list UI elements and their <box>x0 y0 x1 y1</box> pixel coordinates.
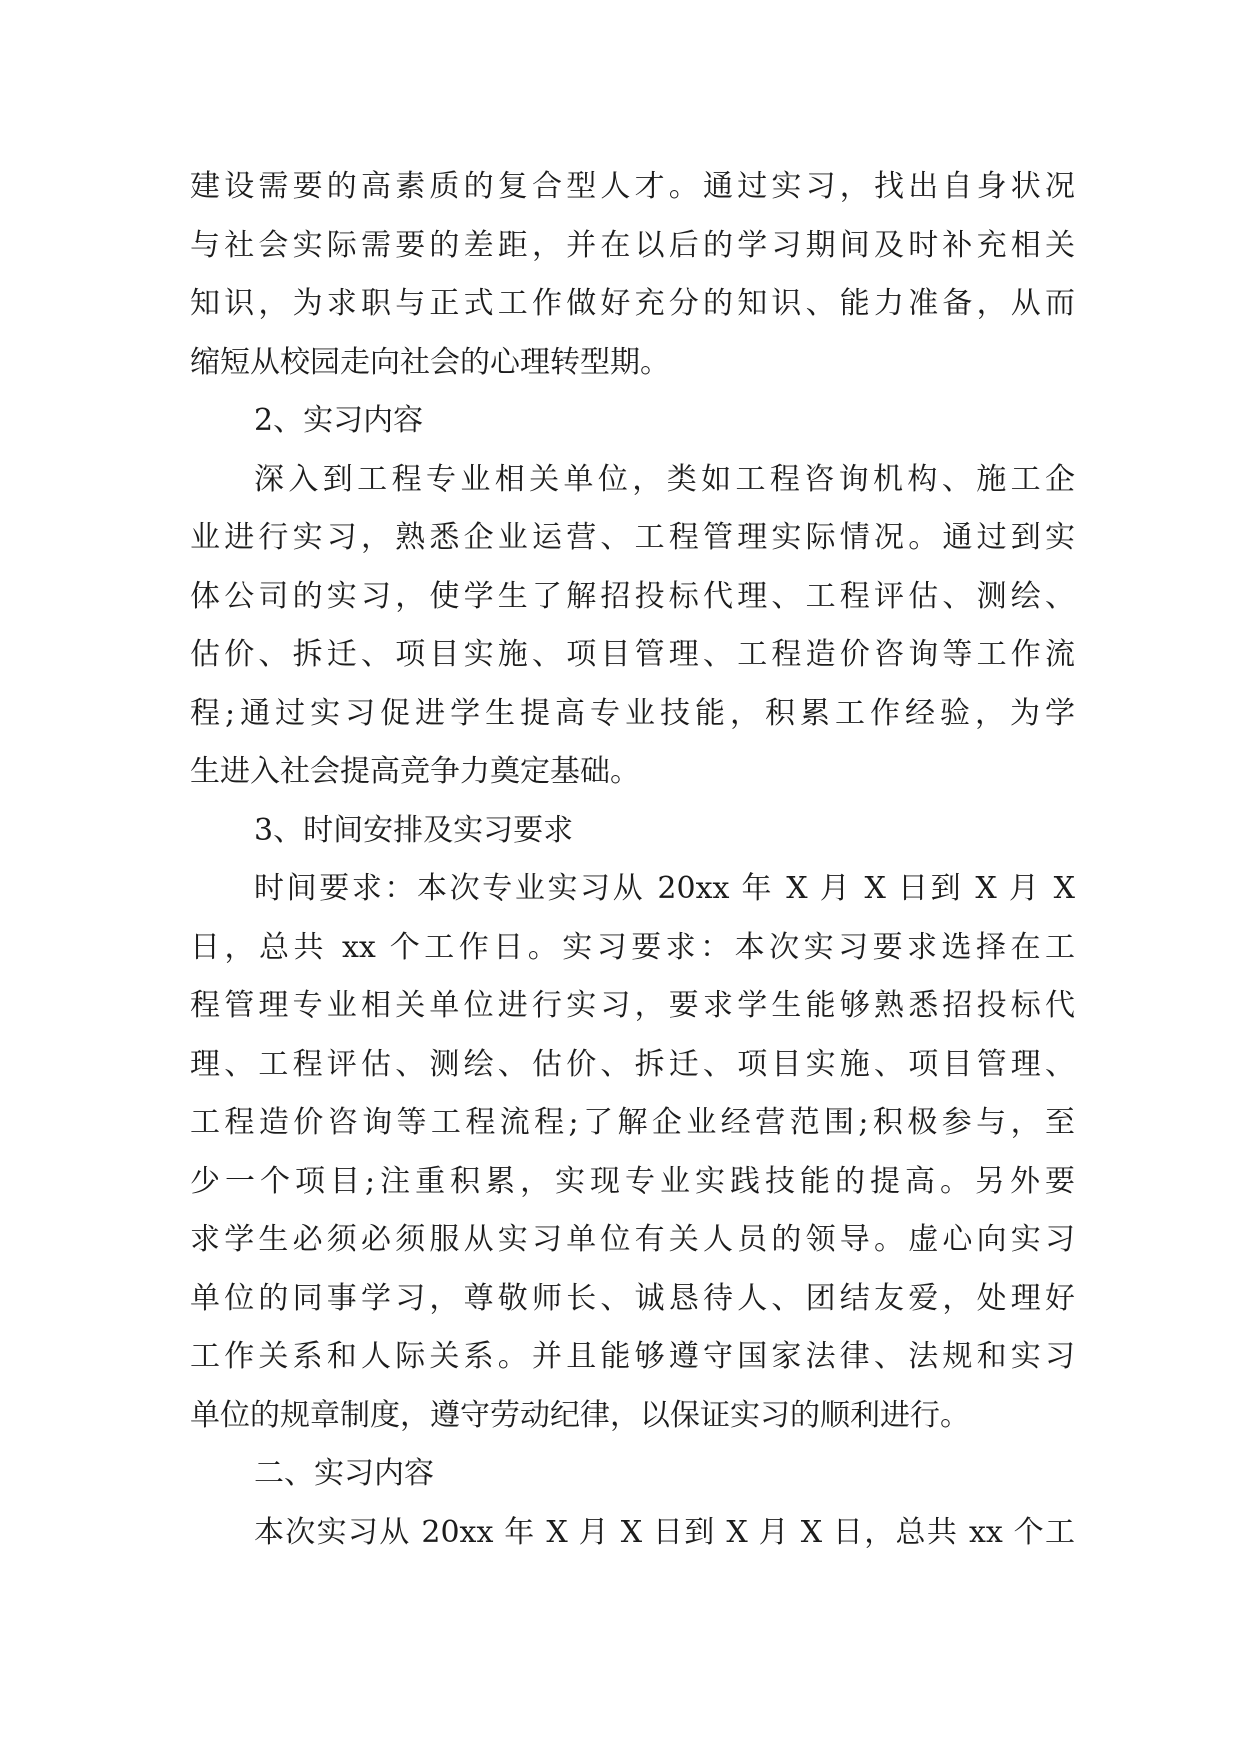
text-line: 单位的规章制度，遵守劳动纪律，以保证实习的顺利进行。 <box>190 1397 970 1433</box>
text-line: 业进行实习，熟悉企业运营、工程管理实际情况。通过到实 <box>190 520 1075 555</box>
text-line: 少一个项目;注重积累，实现专业实践技能的提高。另外要 <box>190 1163 1075 1199</box>
text-line: 日，总共 xx 个工作日。实习要求：本次实习要求选择在工 <box>190 929 1075 965</box>
text-line: 建设需要的高素质的复合型人才。通过实习，找出自身状况 <box>190 169 1075 204</box>
text-line: 本次实习从 20xx 年 X 月 X 日到 X 月 X 日，总共 xx 个工 <box>254 1514 1075 1550</box>
text-line: 体公司的实习，使学生了解招投标代理、工程评估、测绘、 <box>190 578 1075 614</box>
text-line: 工作关系和人际关系。并且能够遵守国家法律、法规和实习 <box>190 1339 1075 1374</box>
text-line: 缩短从校园走向社会的心理转型期。 <box>190 344 670 380</box>
text-line: 深入到工程专业相关单位，类如工程咨询机构、施工企 <box>254 461 1075 497</box>
text-line: 生进入社会提高竞争力奠定基础。 <box>190 754 640 789</box>
text-line: 知识，为求职与正式工作做好充分的知识、能力准备，从而 <box>190 286 1075 321</box>
text-line: 程管理专业相关单位进行实习，要求学生能够熟悉招投标代 <box>190 988 1075 1023</box>
text-line: 时间要求：本次专业实习从 20xx 年 X 月 X 日到 X 月 X <box>254 871 1075 906</box>
text-line: 程;通过实习促进学生提高专业技能，积累工作经验，为学 <box>190 695 1075 731</box>
section-heading: 二、实习内容 <box>254 1456 434 1491</box>
text-line: 理、工程评估、测绘、估价、拆迁、项目实施、项目管理、 <box>190 1046 1075 1082</box>
text-line: 求学生必须必须服从实习单位有关人员的领导。虚心向实习 <box>190 1222 1075 1257</box>
text-line: 单位的同事学习，尊敬师长、诚恳待人、团结友爱，处理好 <box>190 1280 1075 1316</box>
section-heading: 2、实习内容 <box>254 403 424 438</box>
section-heading: 3、时间安排及实习要求 <box>254 812 574 848</box>
text-line: 工程造价咨询等工程流程;了解企业经营范围;积极参与，至 <box>190 1105 1075 1140</box>
document-body <box>190 158 1075 1562</box>
text-line: 与社会实际需要的差距，并在以后的学习期间及时补充相关 <box>190 227 1075 263</box>
text-line: 估价、拆迁、项目实施、项目管理、工程造价咨询等工作流 <box>190 637 1075 672</box>
